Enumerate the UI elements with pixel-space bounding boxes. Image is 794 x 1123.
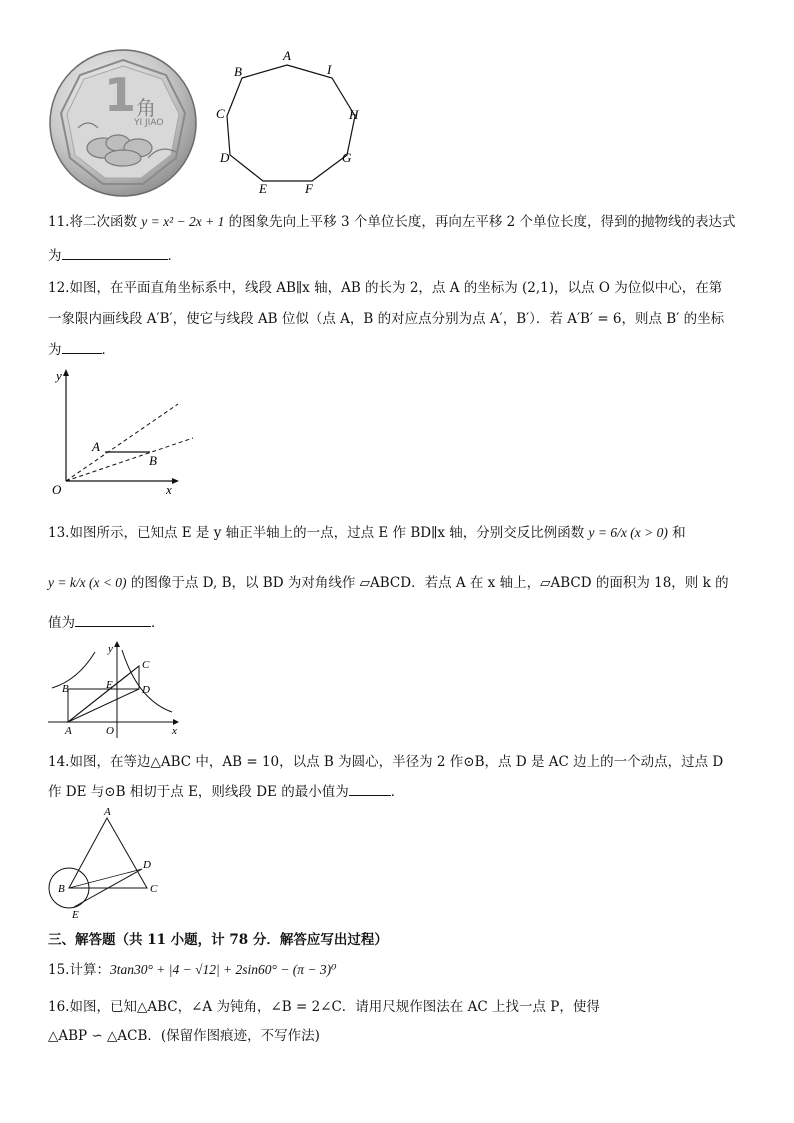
nonagon-label-g: G bbox=[342, 150, 352, 165]
coin-image bbox=[48, 48, 198, 198]
q11-line2 bbox=[48, 245, 181, 266]
q13-text-a: 13.如图所示，已知点 E 是 y 轴正半轴上的一点，过点 E 作 BD∥x 轴，分别交反比例函数 bbox=[48, 525, 589, 541]
q13-o-label: O bbox=[106, 725, 114, 737]
nonagon-label-f: F bbox=[305, 181, 313, 196]
q14-c-label: C bbox=[150, 883, 158, 895]
coin-latin: YI JIAO bbox=[134, 118, 164, 128]
q12-coordinate-figure bbox=[48, 366, 198, 501]
q14-text-a: 作 DE 与⊙B 相切于点 E，则线段 DE 的最小值为 bbox=[48, 784, 349, 800]
q15-expression: 3tan30° + |4 − √12| + 2sin60° − (π − 3)⁰ bbox=[109, 962, 337, 977]
coin-digit: 1 bbox=[104, 68, 137, 122]
q14-a-label: A bbox=[104, 806, 111, 818]
q13-c-label: C bbox=[142, 659, 150, 671]
q12-line2: 一象限内画线段 A′B′，使它与线段 AB 位似（点 A，B 的对应点分别为点 A′，B′）．若 A′B′ = 6，则点 B′ 的坐标 bbox=[48, 311, 725, 327]
q13-text-c: 的图像于点 D, B，以 BD 为对角线作 ▱ABCD．若点 A 在 x 轴上，▱ABCD 的面积为 18，则 k 的 bbox=[126, 575, 729, 591]
q16-line2: △ABP ∽ △ACB．(保留作图痕迹，不写作法) bbox=[48, 1028, 320, 1044]
q16-line1: 16.如图，已知△ABC，∠A 为钝角，∠B = 2∠C．请用尺规作图法在 AC 上找一点 P，使得 bbox=[48, 999, 600, 1015]
q12-a-label: A bbox=[92, 439, 100, 454]
q13-x-label: x bbox=[172, 725, 177, 737]
q14-b-label: B bbox=[58, 883, 65, 895]
q12-line3 bbox=[48, 339, 115, 360]
q12-y-label: y bbox=[56, 368, 62, 383]
q11-formula: y = x² − 2x + 1 bbox=[141, 214, 225, 229]
q12-answer-blank[interactable] bbox=[62, 339, 102, 354]
q12-b-label: B bbox=[149, 453, 157, 468]
q12-x-label: x bbox=[166, 482, 172, 497]
q14-d-label: D bbox=[143, 859, 151, 871]
q11-answer-blank[interactable] bbox=[62, 245, 168, 260]
q11-text-a: 11.将二次函数 bbox=[48, 214, 142, 230]
q13-a-label: A bbox=[65, 725, 72, 737]
nonagon-label-e: E bbox=[259, 181, 267, 196]
coin-char: 角 bbox=[136, 96, 156, 120]
q12-text-a: 为 bbox=[48, 342, 62, 358]
q14-answer-blank[interactable] bbox=[349, 781, 391, 796]
q13-line2 bbox=[48, 573, 729, 593]
q14-line2 bbox=[48, 781, 404, 802]
section3-title: 三、解答题（共 11 小题，计 78 分．解答应写出过程） bbox=[48, 932, 388, 948]
q13-parallelogram-figure bbox=[48, 640, 183, 740]
q11-text-b: 的图象先向上平移 3 个单位长度，再向左平移 2 个单位长度，得到的抛物线的表达式 bbox=[224, 214, 736, 230]
q14-text-b: ． bbox=[390, 784, 405, 800]
q13-formula-2: y = k/x (x < 0) bbox=[48, 575, 127, 590]
nonagon-label-i: I bbox=[327, 62, 332, 77]
q14-line1: 14.如图，在等边△ABC 中，AB = 10，以点 B 为圆心，半径为 2 作⊙B，点 D 是 AC 边上的一个动点，过点 D bbox=[48, 754, 724, 770]
q13-text-b: 和 bbox=[667, 525, 686, 541]
nonagon-label-h: H bbox=[349, 107, 359, 122]
q11-line1 bbox=[48, 212, 736, 232]
nonagon-label-a: A bbox=[283, 48, 291, 63]
q13-e-label: E bbox=[106, 679, 113, 691]
q13-text-d: 值为 bbox=[48, 615, 75, 631]
nonagon-label-c: C bbox=[216, 106, 225, 121]
nonagon-label-b: B bbox=[234, 64, 242, 79]
q12-line1: 12.如图，在平面直角坐标系中，线段 AB∥x 轴，AB 的长为 2，点 A 的坐标为 (2,1)，以点 O 为位似中心，在第 bbox=[48, 280, 723, 296]
q11-text-d: ． bbox=[167, 248, 181, 264]
nonagon-figure bbox=[215, 48, 365, 198]
q13-formula-1: y = 6/x (x > 0) bbox=[588, 525, 668, 540]
q11-text-c: 为 bbox=[48, 248, 62, 264]
q13-answer-blank[interactable] bbox=[75, 612, 151, 627]
q13-line1 bbox=[48, 523, 686, 543]
q15-line bbox=[48, 960, 337, 980]
q14-triangle-figure bbox=[44, 806, 174, 921]
q15-label: 15.计算： bbox=[48, 962, 110, 978]
q13-text-e: ． bbox=[151, 615, 165, 631]
q12-text-b: ． bbox=[101, 342, 115, 358]
q12-o-label: O bbox=[52, 482, 62, 497]
q13-b-label: B bbox=[62, 683, 69, 695]
q14-e-label: E bbox=[72, 909, 79, 921]
q13-d-label: D bbox=[142, 684, 150, 696]
nonagon-label-d: D bbox=[220, 150, 230, 165]
q13-line3 bbox=[48, 612, 165, 633]
q13-y-label: y bbox=[108, 643, 113, 655]
